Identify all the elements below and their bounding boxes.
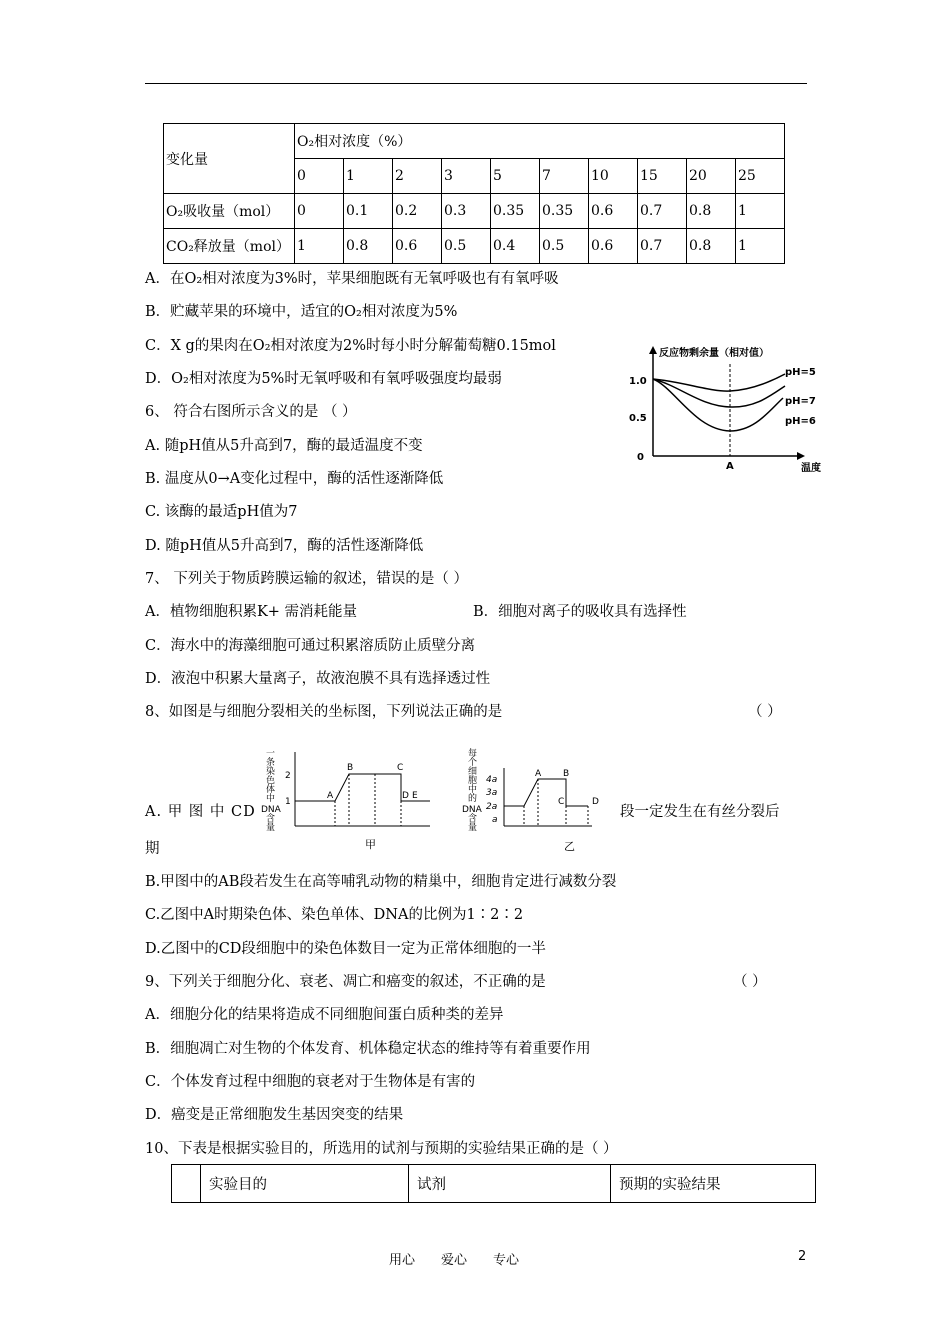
conc-cell: 2 <box>393 159 442 194</box>
q8-option-a-left: A. 甲 图 中 CD <box>145 804 256 820</box>
yi-ylabel: 每个细 胞中的 DNA 含量 <box>462 749 482 833</box>
q8-option-b: B.甲图中的AB段若发生在高等哺乳动物的精巢中，细胞肯定进行减数分裂 <box>145 874 617 890</box>
conc-cell: 15 <box>638 159 687 194</box>
value-cell: 0.6 <box>589 194 638 229</box>
value-cell: 0.6 <box>589 229 638 264</box>
q6-stem: 6、 符合右图所示含义的是 （ ） <box>145 404 357 420</box>
q8-option-c: C.乙图中A时期染色体、染色单体、DNA的比例为1∶2∶2 <box>145 907 524 923</box>
conc-cell: 5 <box>491 159 540 194</box>
conc-cell: 3 <box>442 159 491 194</box>
yi-point-d: D <box>592 797 599 807</box>
fig-yi <box>462 748 612 856</box>
q5-option-c: C．X g的果肉在O₂相对浓度为2%时每小时分解葡萄糖0.15mol <box>145 338 556 354</box>
q10-table <box>171 1164 816 1203</box>
conc-cell: 1 <box>344 159 393 194</box>
jia-point-e: E <box>412 791 418 801</box>
value-cell: 0.5 <box>540 229 589 264</box>
q9-option-c: C．个体发育过程中细胞的衰老对于生物体是有害的 <box>145 1074 476 1090</box>
yi-curve <box>504 779 588 806</box>
row-label: CO₂释放量（mol） <box>164 229 295 264</box>
q10-stem: 10、下表是根据实验目的，所选用的试剂与预期的实验结果正确的是（ ） <box>145 1141 618 1157</box>
value-cell: 0.8 <box>344 229 393 264</box>
jia-point-b: B <box>347 763 354 773</box>
x-arrow-icon <box>797 452 805 460</box>
col-header: O₂相对浓度（%） <box>295 124 785 159</box>
jia-tick-2: 2 <box>285 771 291 781</box>
yi-tick-2a: 2a <box>486 802 498 812</box>
q7-option-a: A．植物细胞积累K+ 需消耗能量 <box>145 604 358 620</box>
enzyme-chart <box>625 338 835 478</box>
yi-tick-4a: 4a <box>486 775 498 785</box>
y-tick-05: 0.5 <box>629 413 647 424</box>
q9-option-a: A．细胞分化的结果将造成不同细胞间蛋白质种类的差异 <box>145 1007 504 1023</box>
value-cell: 1 <box>736 194 785 229</box>
value-cell: 0 <box>295 194 344 229</box>
conc-cell: 25 <box>736 159 785 194</box>
q5-option-b: B．贮藏苹果的环境中，适宜的O₂相对浓度为5% <box>145 304 458 320</box>
q8-stem: 8、如图是与细胞分裂相关的坐标图，下列说法正确的是 <box>145 704 503 720</box>
q10-header-result: 预期的实验结果 <box>610 1165 816 1202</box>
row-label: O₂吸收量（mol） <box>164 194 295 229</box>
chart-xlabel: 温度 <box>801 463 821 474</box>
yi-point-b: B <box>563 769 570 779</box>
q10-header-purpose: 实验目的 <box>200 1165 400 1202</box>
q7-option-d: D．液泡中积累大量离子，故液泡膜不具有选择透过性 <box>145 671 491 687</box>
page-number: 2 <box>798 1249 807 1264</box>
conc-cell: 7 <box>540 159 589 194</box>
value-cell: 0.4 <box>491 229 540 264</box>
jia-ylabel: 一条染 色体中 DNA 含量 <box>261 749 281 833</box>
series-ph5-label: pH=5 <box>785 367 816 378</box>
value-cell: 0.6 <box>393 229 442 264</box>
q5-option-a: A．在O₂相对浓度为3%时，苹果细胞既有无氧呼吸也有有氧呼吸 <box>145 271 559 287</box>
series-ph7-label: pH=7 <box>785 396 816 407</box>
yi-point-c: C <box>558 797 565 807</box>
q6-option-a: A. 随pH值从5升高到7，酶的最适温度不变 <box>145 438 423 454</box>
value-cell: 0.3 <box>442 194 491 229</box>
y-arrow-icon <box>649 346 657 354</box>
value-cell: 0.35 <box>491 194 540 229</box>
q6-option-d: D. 随pH值从5升高到7，酶的活性逐渐降低 <box>145 538 424 554</box>
jia-curve <box>295 774 430 801</box>
value-cell: 0.35 <box>540 194 589 229</box>
row-header: 变化量 <box>164 124 295 194</box>
q7-option-b: B．细胞对离子的吸收具有选择性 <box>473 604 687 620</box>
value-cell: 0.8 <box>687 194 736 229</box>
value-cell: 0.8 <box>687 229 736 264</box>
value-cell: 0.7 <box>638 194 687 229</box>
q8-paren: （ ） <box>748 704 782 720</box>
yi-tick-3a: 3a <box>486 788 498 798</box>
q8-option-a-cont: 期 <box>145 841 160 857</box>
conc-cell: 20 <box>687 159 736 194</box>
q8-option-d: D.乙图中的CD段细胞中的染色体数目一定为正常体细胞的一半 <box>145 941 546 957</box>
q7-stem: 7、 下列关于物质跨膜运输的叙述，错误的是（ ） <box>145 571 468 587</box>
q8-option-a-right: 段一定发生在有丝分裂后 <box>620 804 780 820</box>
jia-point-a: A <box>327 791 334 801</box>
q5-option-d: D．O₂相对浓度为5%时无氧呼吸和有氧呼吸强度均最弱 <box>145 371 502 387</box>
q9-option-b: B．细胞凋亡对生物的个体发育、机体稳定状态的维持等有着重要作用 <box>145 1041 591 1057</box>
value-cell: 0.5 <box>442 229 491 264</box>
conc-cell: 0 <box>295 159 344 194</box>
yi-tick-a: a <box>492 815 498 825</box>
value-cell: 1 <box>736 229 785 264</box>
curve-ph5 <box>653 374 785 391</box>
value-cell: 0.2 <box>393 194 442 229</box>
value-cell: 0.7 <box>638 229 687 264</box>
o2-table <box>163 123 785 264</box>
footer-motto: 用心 爱心 专心 <box>389 1253 520 1268</box>
conc-cell: 10 <box>589 159 638 194</box>
fig-jia <box>261 748 435 856</box>
y-tick-0: 0 <box>637 452 644 463</box>
value-cell: 1 <box>295 229 344 264</box>
chart-ylabel: 反应物剩余量（相对值） <box>659 348 769 359</box>
jia-tick-1: 1 <box>285 797 291 807</box>
x-mark-a: A <box>726 461 734 472</box>
q10-header-reagent: 试剂 <box>408 1165 612 1202</box>
yi-caption: 乙 <box>564 840 575 853</box>
yi-point-a: A <box>535 769 542 779</box>
q7-option-c: C．海水中的海藻细胞可通过积累溶质防止质壁分离 <box>145 638 476 654</box>
q9-option-d: D．癌变是正常细胞发生基因突变的结果 <box>145 1107 404 1123</box>
q9-paren: （ ） <box>733 974 767 990</box>
q6-option-c: C. 该酶的最适pH值为7 <box>145 504 298 520</box>
q6-option-b: B. 温度从0→A变化过程中，酶的活性逐渐降低 <box>145 471 444 487</box>
value-cell: 0.1 <box>344 194 393 229</box>
jia-point-c: C <box>397 763 404 773</box>
jia-caption: 甲 <box>365 838 376 851</box>
jia-point-d: D <box>402 791 409 801</box>
series-ph6-label: pH=6 <box>785 416 816 427</box>
header-rule <box>145 83 807 84</box>
q9-stem: 9、下列关于细胞分化、衰老、凋亡和癌变的叙述，不正确的是 <box>145 974 546 990</box>
y-tick-1: 1.0 <box>629 376 647 387</box>
